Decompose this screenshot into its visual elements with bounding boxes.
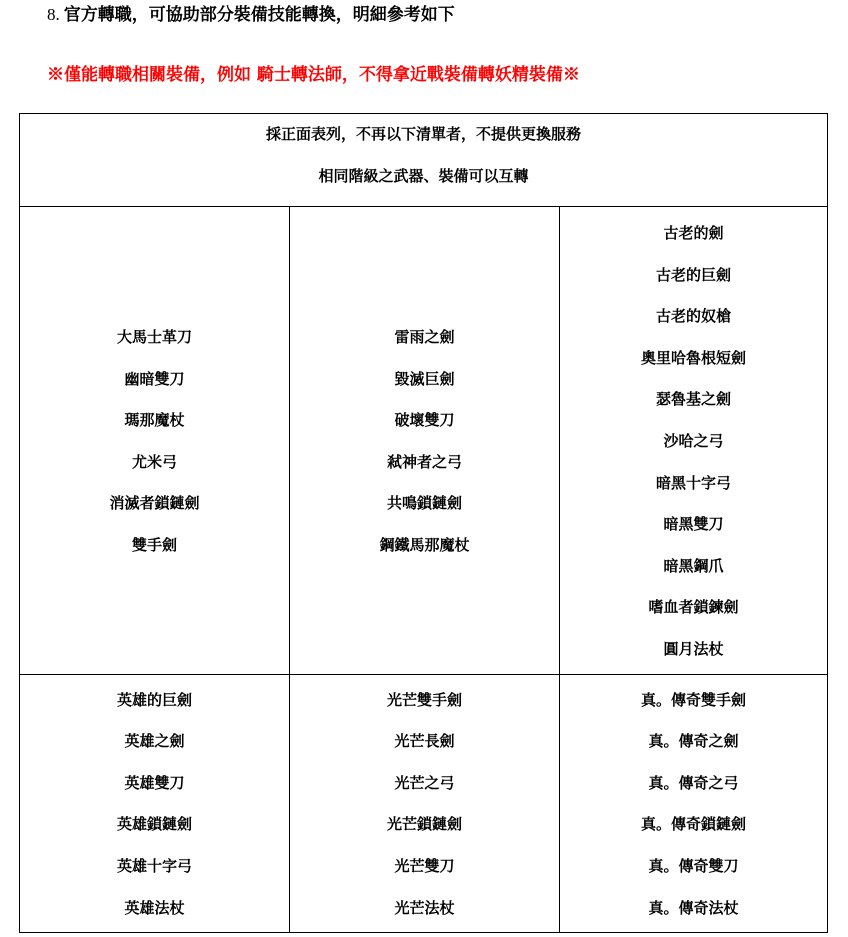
table-cell	[560, 675, 827, 932]
table-notice	[20, 114, 827, 207]
notice-line-1: 採正面表列，不再以下清單者，不提供更換服務	[265, 125, 581, 143]
list-item: 雷雨之劍	[394, 328, 455, 346]
list-item: 毀滅巨劍	[394, 369, 455, 388]
list-item: 光芒法杖	[394, 898, 455, 917]
list-item: 真。傳奇法杖	[648, 898, 739, 917]
table-cell	[290, 207, 560, 674]
list-item: 英雄鎖鏈劍	[116, 815, 192, 834]
list-item: 弒神者之弓	[386, 452, 462, 471]
section-title: 官方轉職，可協助部分裝備技能轉換，明細參考如下	[63, 5, 455, 25]
table-cell	[20, 675, 290, 932]
list-item: 光芒雙刀	[394, 856, 455, 875]
list-item: 真。傳奇雙刀	[648, 856, 739, 875]
list-item: 尤米弓	[131, 452, 177, 471]
list-item: 共鳴鎖鏈劍	[386, 494, 462, 513]
list-item: 古老的巨劍	[655, 265, 731, 284]
list-item: 真。傳奇之弓	[648, 773, 739, 792]
equipment-table	[19, 113, 828, 933]
list-item: 大馬士革刀	[116, 328, 192, 346]
list-item: 鋼鐵馬那魔杖	[379, 536, 470, 554]
table-row-tier-2	[20, 675, 827, 932]
list-item: 真。傳奇之劍	[648, 732, 739, 751]
list-item: 古老的奴槍	[655, 307, 731, 326]
notice-line-2: 相同階級之武器、裝備可以互轉	[318, 167, 529, 185]
list-item: 英雄法杖	[124, 898, 185, 917]
list-item: 英雄之劍	[124, 732, 185, 751]
list-item: 雙手劍	[131, 536, 177, 554]
list-item: 英雄的巨劍	[116, 690, 192, 709]
list-item: 嗜血者鎖鍊劍	[648, 598, 739, 617]
list-item: 幽暗雙刀	[124, 369, 185, 388]
list-item: 圓月法杖	[663, 640, 724, 658]
list-item: 沙哈之弓	[663, 432, 724, 450]
list-item: 英雄十字弓	[116, 856, 192, 875]
list-item: 暗黑十字弓	[655, 473, 731, 492]
list-item: 光芒鎖鏈劍	[386, 815, 462, 834]
list-item: 瑟魯基之劍	[655, 390, 731, 409]
table-cell	[290, 675, 560, 932]
list-item: 古老的劍	[663, 224, 724, 242]
list-item: 真。傳奇鎖鏈劍	[640, 815, 746, 834]
list-item: 瑪那魔杖	[124, 411, 185, 430]
list-item: 真。傳奇雙手劍	[640, 690, 746, 709]
list-item: 光芒雙手劍	[386, 690, 462, 709]
list-item: 暗黑雙刀	[663, 515, 724, 534]
list-item: 光芒之弓	[394, 773, 455, 792]
list-item: 奧里哈魯根短劍	[640, 348, 746, 367]
table-row-tier-1	[20, 207, 827, 675]
list-item: 破壞雙刀	[394, 411, 455, 430]
table-cell	[20, 207, 290, 674]
list-item: 暗黑鋼爪	[663, 556, 724, 575]
table-cell	[560, 207, 827, 674]
warning-note: ※僅能轉職相關裝備，例如 騎士轉法師，不得拿近戰裝備轉妖精裝備※	[47, 65, 580, 85]
section-heading	[47, 4, 455, 26]
list-item: 英雄雙刀	[124, 773, 185, 792]
list-item: 消滅者鎖鏈劍	[109, 494, 200, 513]
list-item: 光芒長劍	[394, 732, 455, 751]
section-number: 8.	[47, 5, 60, 24]
